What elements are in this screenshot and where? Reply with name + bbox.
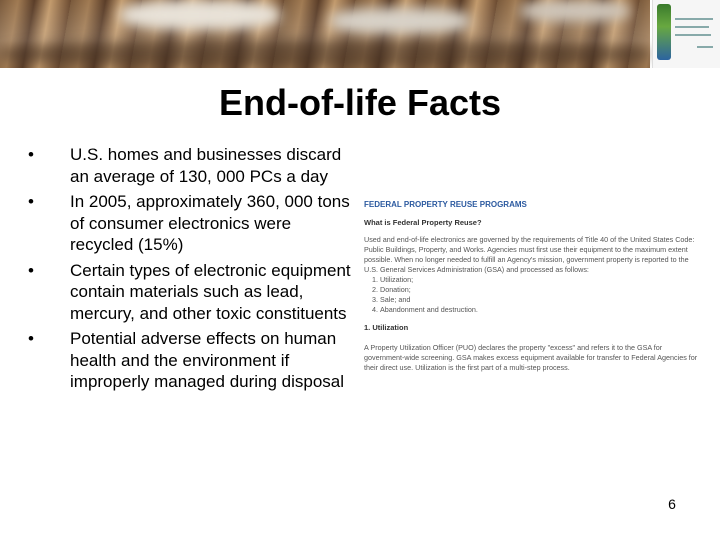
doc-steps — [364, 275, 700, 315]
doc-question: What is Federal Property Reuse? — [364, 218, 482, 227]
doc-section-title: 1. Utilization — [364, 323, 409, 332]
doc-step: 1. Utilization; — [380, 275, 700, 285]
bullet-marker: • — [28, 192, 34, 211]
page-number: 6 — [668, 496, 676, 512]
program-logo — [652, 0, 720, 68]
header-banner — [0, 0, 720, 68]
slide-title: End-of-life Facts — [218, 82, 501, 123]
doc-step: 2. Donation; — [380, 285, 700, 295]
doc-step: 3. Sale; and — [380, 295, 700, 305]
bullet-item — [28, 260, 358, 325]
bullet-item — [28, 191, 358, 256]
bullet-marker: • — [28, 329, 34, 348]
bullet-text: In 2005, approximately 360, 000 tons of consumer electronics were recycled (15%) — [70, 192, 350, 254]
bullet-item — [28, 328, 358, 393]
bullet-item — [28, 144, 358, 187]
bullet-text: Potential adverse effects on human health and the environment if improperly managed during disposal — [70, 329, 345, 391]
bullet-list — [28, 144, 358, 397]
banner-photo — [0, 0, 650, 68]
bullet-marker: • — [28, 260, 34, 280]
doc-step: 4. Abandonment and destruction. — [380, 305, 700, 315]
bullet-text: Certain types of electronic equipment contain materials such as lead, mercury, and other toxic constituents — [70, 260, 351, 323]
bullet-marker: • — [28, 145, 34, 164]
doc-intro: Used and end-of-life electronics are governed by the requirements of Title 40 of the United States Code: Public Buildings, Property, and Works. Agencies must first use their equipment to the maximum extent possible. When no longer needed to fulfill an Agency's mission, government property is reported to the U.S. General Services Administration (GSA) and processed as follows: — [364, 235, 695, 274]
logo-mark — [657, 4, 671, 60]
bullet-text: U.S. homes and businesses discard an average of 130, 000 PCs a day — [70, 145, 342, 186]
doc-heading: FEDERAL PROPERTY REUSE PROGRAMS — [364, 200, 527, 209]
doc-section-text: A Property Utilization Officer (PUO) declares the property "excess" and refers it to the GSA for government-wide screening. GSA makes excess equipment available for transfer to Federal Agencies for their direct use. Utilization is the first part of a multi-step process. — [364, 343, 698, 372]
document-excerpt-image — [364, 200, 700, 426]
